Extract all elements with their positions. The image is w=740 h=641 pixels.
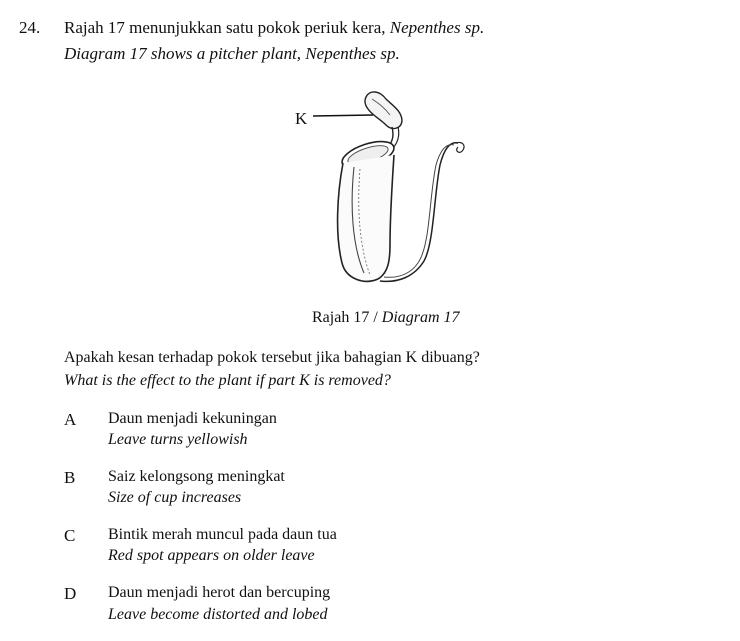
option-letter: B	[64, 468, 76, 487]
question-stem-malay	[64, 18, 484, 38]
question-number: 24.	[19, 18, 41, 37]
option-letter: D	[64, 584, 77, 603]
caption-english: Diagram 17	[381, 309, 460, 326]
question-ask-malay: Apakah kesan terhadap pokok tersebut jika bahagian K dibuang?	[64, 349, 480, 366]
option-text-english: Size of cup increases	[108, 489, 242, 506]
label-k: K	[295, 109, 308, 128]
pitcher-plant-figure	[280, 85, 500, 300]
label-k-pointer	[313, 115, 373, 116]
option-text-english: Leave become distorted and lobed	[108, 606, 328, 623]
tendril-inner	[384, 145, 454, 278]
option-text-malay: Saiz kelongsong meningkat	[108, 468, 285, 485]
option-text-malay: Daun menjadi kekuningan	[108, 410, 277, 427]
pitcher-lid	[365, 92, 402, 129]
question-ask-english: What is the effect to the plant if part K is removed?	[64, 372, 391, 389]
option-text-malay: Bintik merah muncul pada daun tua	[108, 526, 337, 543]
stem-malay-species: Nepenthes sp.	[389, 18, 485, 37]
caption-malay: Rajah 17 /	[312, 309, 382, 326]
question-stem-english: Diagram 17 shows a pitcher plant, Nepenthes sp.	[64, 44, 400, 63]
option-text-malay: Daun menjadi herot dan bercuping	[108, 584, 331, 601]
option-letter: A	[64, 410, 77, 429]
figure-caption	[312, 309, 460, 327]
pitcher-plant-drawing	[280, 85, 500, 300]
option-letter: C	[64, 526, 76, 545]
stem-malay-text: Rajah 17 menunjukkan satu pokok periuk kera,	[64, 18, 390, 37]
tendril-curl	[456, 142, 464, 152]
option-text-english: Red spot appears on older leave	[108, 547, 315, 564]
option-text-english: Leave turns yellowish	[108, 431, 248, 448]
